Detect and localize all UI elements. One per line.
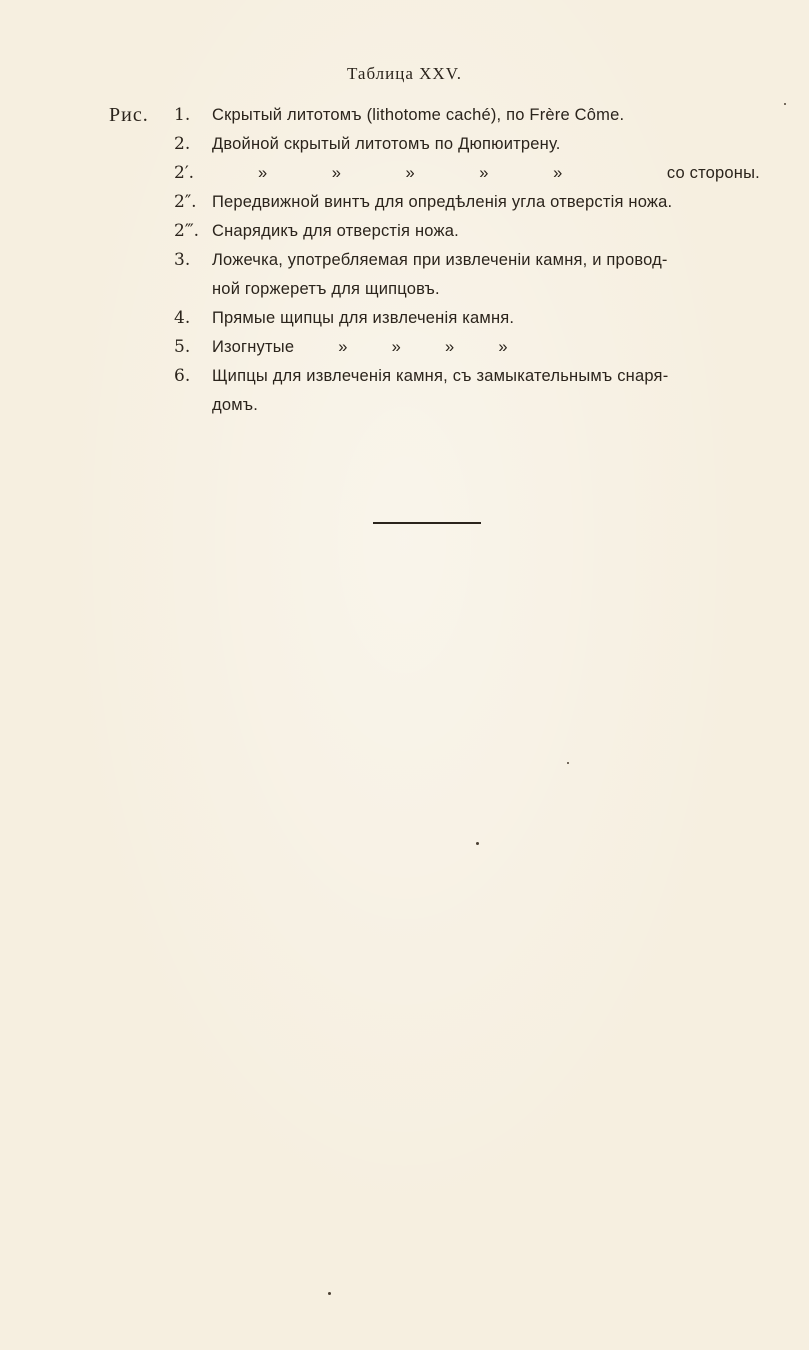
figure-number: 2‴. bbox=[174, 221, 200, 241]
ditto-mark: » bbox=[391, 338, 401, 356]
ditto-mark: » bbox=[444, 338, 455, 356]
ditto-mark: » bbox=[498, 338, 508, 356]
figure-number: 4. bbox=[174, 308, 191, 328]
paper-speck bbox=[328, 1292, 331, 1295]
caption-line: Щипцы для извлеченія камня, съ замыкательнымъ снаря- bbox=[212, 367, 669, 385]
list-item bbox=[160, 333, 760, 362]
figure-number: 5. bbox=[174, 337, 191, 357]
figure-number: 1. bbox=[174, 105, 191, 125]
horizontal-rule bbox=[373, 522, 481, 524]
figure-caption: Передвижной винтъ для опредѣленія угла отверстія ножа. bbox=[212, 193, 673, 211]
figure-caption bbox=[212, 362, 760, 420]
list-item bbox=[160, 304, 760, 333]
figure-number: 2. bbox=[174, 134, 191, 154]
list-item bbox=[160, 246, 760, 304]
figure-caption: Двойной скрытый литотомъ по Дюпюитрену. bbox=[212, 135, 561, 153]
ditto-mark: » bbox=[258, 164, 268, 182]
list-item bbox=[160, 130, 760, 159]
caption-line: домъ. bbox=[212, 396, 259, 414]
ditto-mark: » bbox=[479, 164, 489, 182]
figure-caption: Скрытый литотомъ (lithotome caché), по Frère Côme. bbox=[212, 106, 625, 124]
caption-line: ной горжеретъ для щипцовъ. bbox=[212, 280, 440, 298]
list-item bbox=[160, 362, 760, 420]
figure-label: Рис. bbox=[109, 104, 149, 126]
paper-speck bbox=[567, 762, 569, 764]
figure-list bbox=[160, 101, 760, 420]
ditto-mark: » bbox=[405, 164, 415, 182]
figure-caption bbox=[212, 246, 760, 304]
figure-caption: Прямые щипцы для извлеченія камня. bbox=[212, 309, 515, 327]
figure-caption: Снарядикъ для отверстія ножа. bbox=[212, 222, 459, 240]
figure-number: 3. bbox=[174, 250, 191, 270]
caption-line: Ложечка, употребляемая при извлеченіи камня, и провод- bbox=[212, 251, 668, 269]
figure-number: 2′. bbox=[174, 163, 195, 183]
list-item bbox=[160, 159, 760, 188]
ditto-mark: » bbox=[553, 164, 563, 182]
ditto-mark: » bbox=[338, 338, 348, 356]
list-item bbox=[160, 188, 760, 217]
caption-text: Изогнутые bbox=[212, 338, 295, 356]
ditto-mark: » bbox=[331, 164, 342, 182]
list-item bbox=[160, 217, 760, 246]
figure-caption bbox=[212, 159, 760, 188]
list-item bbox=[160, 101, 760, 130]
paper-speck bbox=[476, 842, 479, 845]
figure-number: 2″. bbox=[174, 192, 197, 212]
figure-caption bbox=[212, 333, 760, 362]
paper-speck bbox=[784, 103, 786, 105]
page-title: Таблица XXV. bbox=[346, 64, 463, 83]
figure-number: 6. bbox=[174, 366, 191, 386]
caption-tail: со стороны. bbox=[666, 164, 760, 182]
